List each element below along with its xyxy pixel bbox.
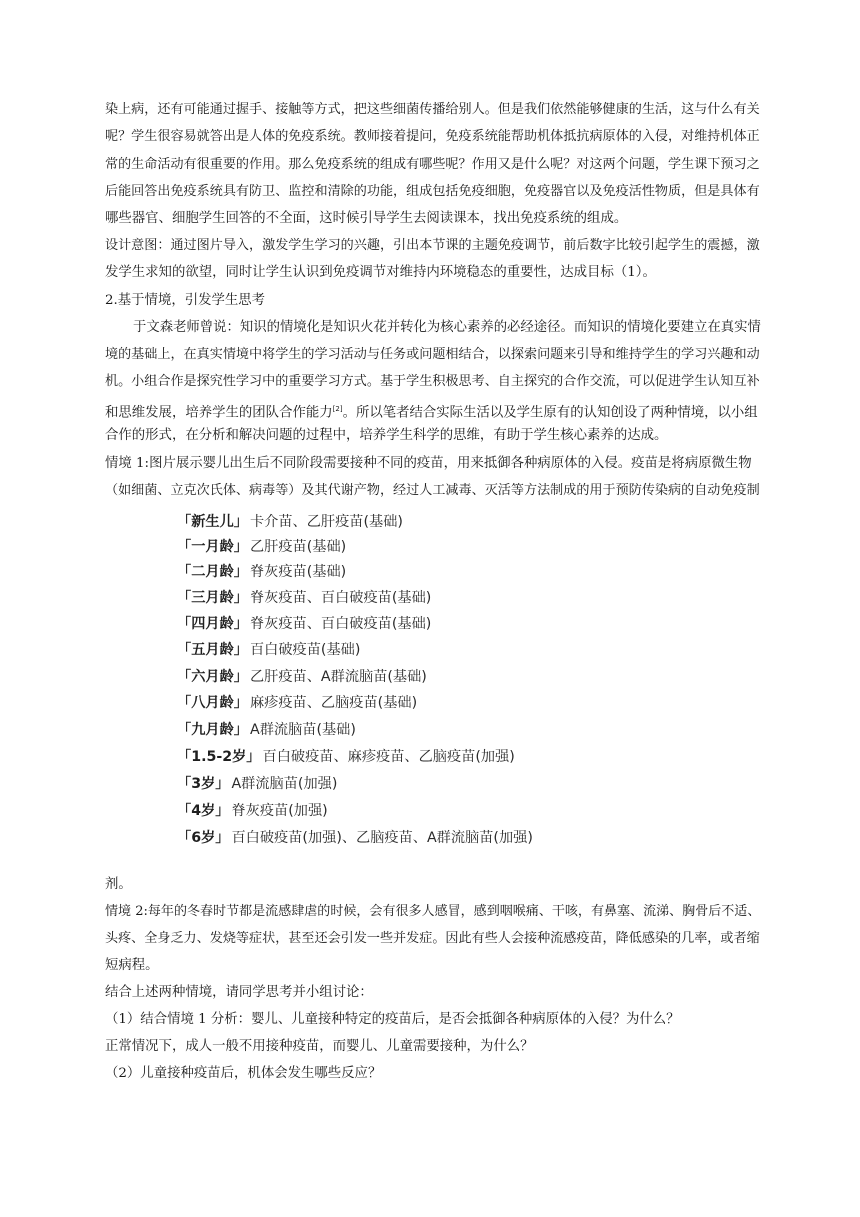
vaccine-list: 乙肝疫苗、A群流脑苗(基础): [249, 669, 427, 685]
vaccine-row: 「二月龄」 脊灰疫苗(基础): [177, 564, 347, 580]
question-line: （2）儿童接种疫苗后，机体会发生哪些反应？: [105, 1066, 382, 1081]
citation-mark: [2]: [332, 405, 343, 413]
vaccine-list: 乙肝疫苗(基础): [249, 539, 347, 555]
vaccine-age: 3岁: [191, 776, 216, 792]
paragraph-line: 境的基础上，在真实情境中将学生的学习活动与任务或问题相结合，以探索问题来引导和维持学生的学习兴趣和动: [105, 347, 760, 362]
vaccine-row: 「3岁」 A群流脑苗(加强): [177, 776, 338, 792]
question-line: （1）结合情境 1 分析：婴儿、儿童接种特定的疫苗后，是否会抵御各种病原体的入侵？为什么？: [105, 1012, 680, 1027]
vaccine-list: 卡介苗、乙肝疫苗(基础): [249, 514, 403, 530]
paragraph-line: 哪些器官、细胞学生回答的不全面，这时候引导学生去阅读课本，找出免疫系统的组成。: [105, 211, 628, 226]
vaccine-row: 「四月龄」 脊灰疫苗、百白破疫苗(基础): [177, 616, 432, 632]
scenario-2-line: 头疼、全身乏力、发烧等症状，甚至还会引发一些并发症。因此有些人会接种流感疫苗，降低感染的几率，或者缩: [105, 931, 760, 946]
paragraph-line-with-citation: [105, 401, 758, 421]
design-intent-line: 发学生求知的欲望，同时让学生认识到免疫调节对维持内环境稳态的重要性，达成目标（1）。: [105, 265, 656, 280]
vaccine-row: 「6岁」 百白破疫苗(加强)、乙脑疫苗、A群流脑苗(加强): [177, 830, 533, 846]
vaccine-age: 二月龄: [191, 564, 234, 580]
paragraph-text: 和思维发展，培养学生的团队合作能力: [105, 405, 333, 421]
vaccine-row: 「新生儿」 卡介苗、乙肝疫苗(基础): [177, 514, 403, 530]
vaccine-list: 百白破疫苗(加强)、乙脑疫苗、A群流脑苗(加强): [231, 830, 533, 846]
vaccine-age: 六月龄: [191, 669, 234, 685]
vaccine-list: 百白破疫苗、麻疹疫苗、乙脑疫苗(加强): [262, 749, 515, 765]
vaccine-list: 麻疹疫苗、乙脑疫苗(基础): [249, 695, 418, 711]
vaccine-row: 「九月龄」 A群流脑苗(基础): [177, 722, 356, 738]
vaccine-row: 「三月龄」 脊灰疫苗、百白破疫苗(基础): [177, 590, 432, 606]
vaccine-list: A群流脑苗(基础): [249, 722, 356, 738]
paragraph-line: 于文森老师曾说：知识的情境化是知识火花并转化为核心素养的必经途径。而知识的情境化要建立在真实情: [133, 320, 761, 335]
vaccine-row: 「六月龄」 乙肝疫苗、A群流脑苗(基础): [177, 669, 427, 685]
question-line: 正常情况下，成人一般不用接种疫苗，而婴儿、儿童需要接种，为什么？: [105, 1039, 534, 1054]
scenario-1-line: （如细菌、立克次氏体、病毒等）及其代谢产物，经过人工减毒、灭活等方法制成的用于预防传染病的自动免疫制: [105, 483, 760, 498]
vaccine-row: 「五月龄」 百白破疫苗(基础): [177, 642, 361, 658]
vaccine-row: 「4岁」 脊灰疫苗(加强): [177, 803, 328, 819]
vaccine-age: 1.5-2岁: [191, 749, 247, 765]
vaccine-row: 「一月龄」 乙肝疫苗(基础): [177, 539, 347, 555]
discussion-prompt: 结合上述两种情境，请同学思考并小组讨论：: [105, 985, 373, 1000]
vaccine-list: 脊灰疫苗(基础): [249, 564, 347, 580]
section-heading: 2.基于情境，引发学生思考: [105, 293, 266, 308]
paragraph-line: 常的生命活动有很重要的作用。那么免疫系统的组成有哪些呢？作用又是什么呢？对这两个问题，学生课下预习之: [105, 157, 760, 172]
paragraph-text: 。所以笔者结合实际生活以及学生原有的认知创设了两种情境，以小组: [342, 405, 758, 421]
vaccine-list: 脊灰疫苗(加强): [231, 803, 328, 819]
vaccine-age: 四月龄: [191, 616, 234, 632]
vaccine-list: 脊灰疫苗、百白破疫苗(基础): [249, 616, 432, 632]
vaccine-age: 6岁: [191, 830, 216, 846]
paragraph-line: 机。小组合作是探究性学习中的重要学习方式。基于学生积极思考、自主探究的合作交流，可以促进学生认知互补: [105, 374, 760, 389]
paragraph-line: 染上病，还有可能通过握手、接触等方式，把这些细菌传播给别人。但是我们依然能够健康的生活，这与什么有关: [105, 102, 760, 117]
paragraph-line: 剂。: [105, 877, 132, 892]
vaccine-list: 百白破疫苗(基础): [249, 642, 361, 658]
design-intent-line: 设计意图：通过图片导入，激发学生学习的兴趣，引出本节课的主题免疫调节，前后数字比较引起学生的震撼，激: [105, 238, 760, 253]
vaccine-age: 一月龄: [191, 539, 234, 555]
vaccine-age: 八月龄: [191, 695, 234, 711]
vaccine-list: 脊灰疫苗、百白破疫苗(基础): [249, 590, 432, 606]
paragraph-line: 呢？学生很容易就答出是人体的免疫系统。教师接着提问，免疫系统能帮助机体抵抗病原体的入侵，对维持机体正: [105, 129, 760, 144]
vaccine-list: A群流脑苗(加强): [231, 776, 338, 792]
vaccine-age: 九月龄: [191, 722, 234, 738]
paragraph-line: 合作的形式，在分析和解决问题的过程中，培养学生科学的思维，有助于学生核心素养的达成。: [105, 428, 668, 443]
vaccine-age: 新生儿: [191, 514, 234, 530]
vaccine-age: 三月龄: [191, 590, 234, 606]
paragraph-line: 后能回答出免疫系统具有防卫、监控和清除的功能，组成包括免疫细胞，免疫器官以及免疫活性物质，但是具体有: [105, 184, 760, 199]
scenario-1-line: 情境 1:图片展示婴儿出生后不同阶段需要接种不同的疫苗，用来抵御各种病原体的入侵。疫苗是将病原微生物: [105, 456, 752, 471]
vaccine-age: 4岁: [191, 803, 216, 819]
vaccine-age: 五月龄: [191, 642, 234, 658]
vaccine-row: 「1.5-2岁」 百白破疫苗、麻疹疫苗、乙脑疫苗(加强): [177, 749, 515, 765]
vaccine-row: 「八月龄」 麻疹疫苗、乙脑疫苗(基础): [177, 695, 418, 711]
scenario-2-line: 短病程。: [105, 958, 159, 973]
scenario-2-line: 情境 2:每年的冬春时节都是流感肆虐的时候，会有很多人感冒，感到咽喉痛、干咳，有鼻塞、流涕、胸骨后不适、: [105, 904, 761, 919]
